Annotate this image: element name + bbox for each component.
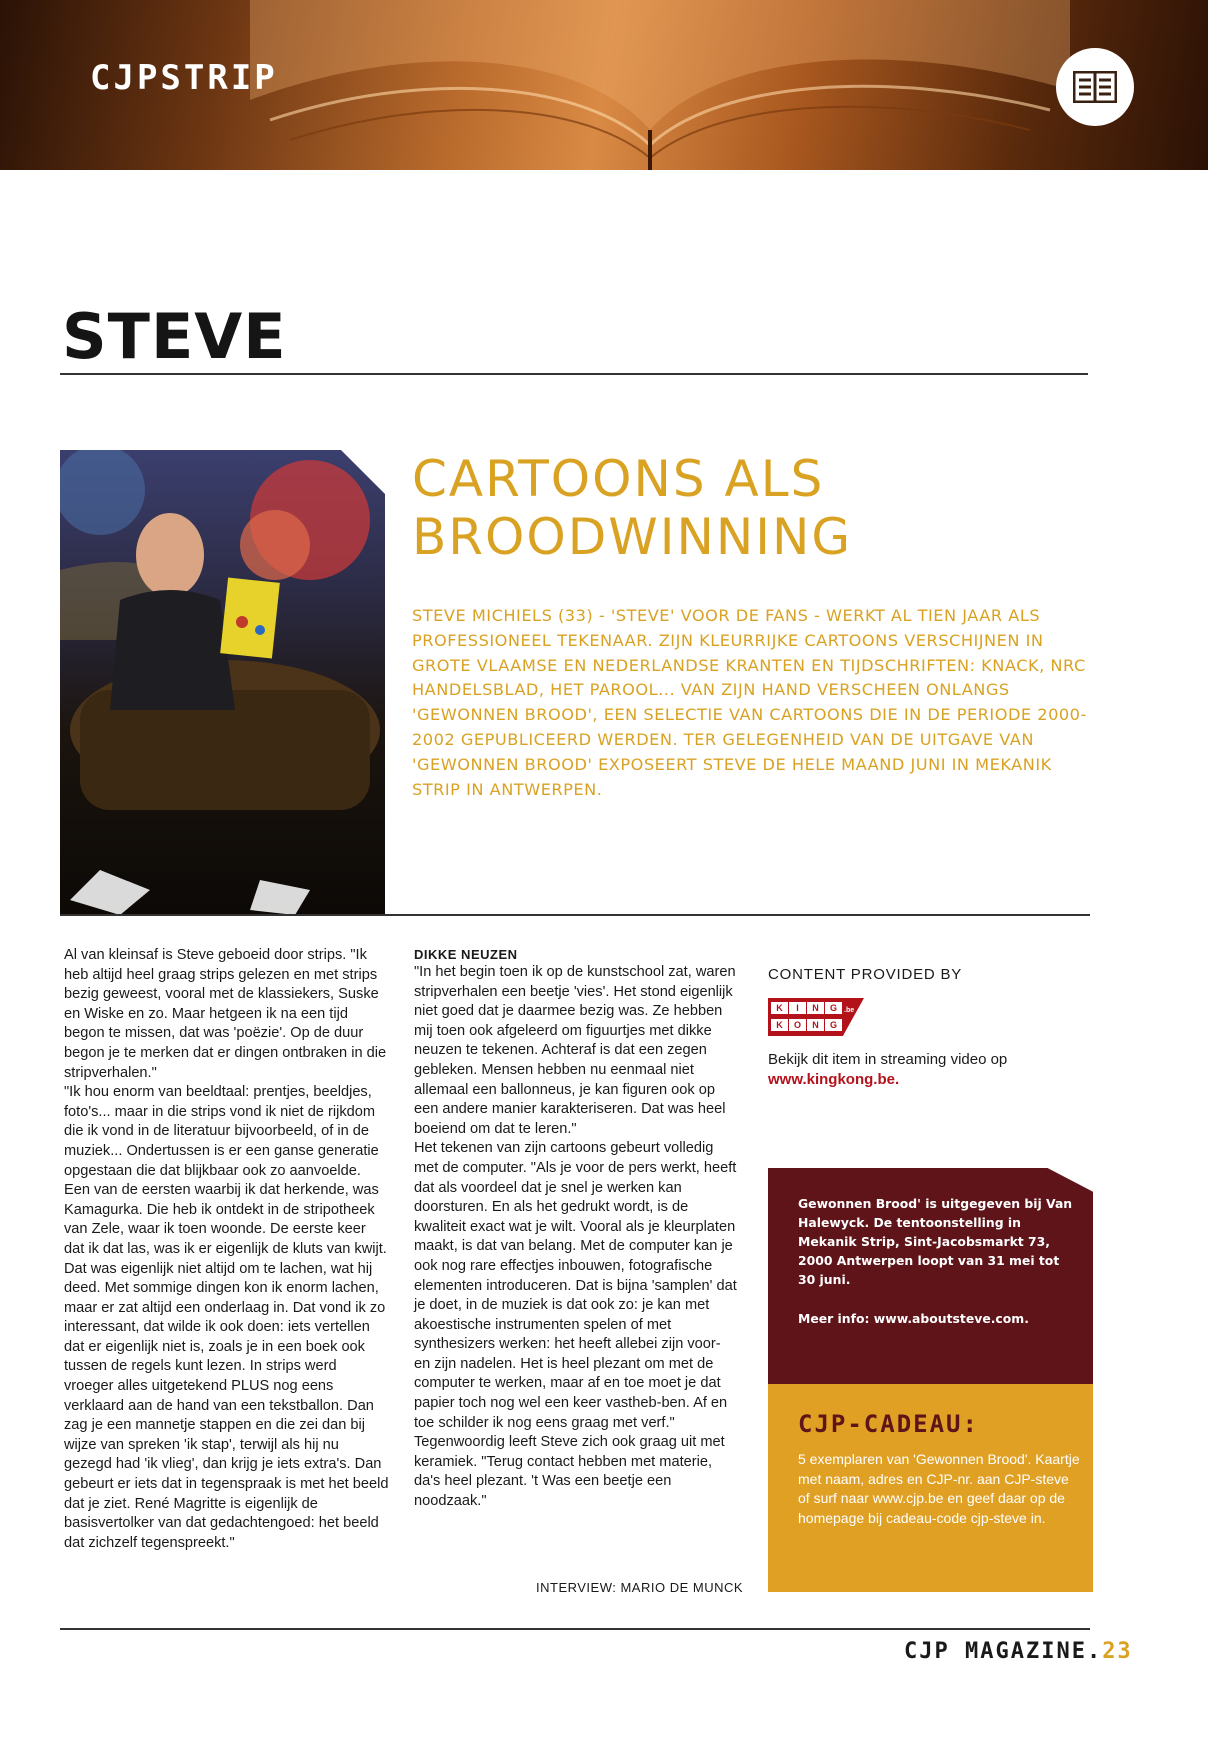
info-text [798, 1194, 1080, 1328]
cadeau-text: 5 exemplaren van 'Gewonnen Brood'. Kaartje met naam, adres en CJP-nr. aan CJP-steve of surf naar www.cjp.be en geef daar op de homepage bij cadeau-code cjp-steve in. [798, 1451, 1080, 1526]
info-paragraph: Gewonnen Brood' is uitgegeven bij Van Halewyck. De tentoonstelling in Mekanik Strip, Sint-Jacobsmarkt 73, 2000 Antwerpen loopt van 31 mei tot 30 juni. [798, 1196, 1073, 1287]
logo-letter: K [771, 1002, 788, 1014]
body-column-1 [64, 946, 389, 1553]
open-book-icon [1073, 71, 1117, 103]
footer-divider [60, 1628, 1090, 1630]
logo-letter: O [789, 1019, 806, 1031]
subheading: DIKKE NEUZEN [414, 947, 518, 962]
logo-letter: K [771, 1019, 788, 1031]
logo-letter: I [789, 1002, 806, 1014]
stream-text: Bekijk dit item in streaming video op [768, 1051, 1008, 1068]
kingkong-logo [768, 998, 864, 1036]
photo-corner-cut [340, 450, 385, 495]
article-name: STEVE [62, 300, 287, 373]
paragraph: "In het begin toen ik op de kunstschool zat, waren stripverhalen een beetje 'vies'. Het stond eigenlijk niet goed dat je daarmee bezig was. Ze hebben mij toen ook afgeleerd om figuurtjes met dikke neuzen te tekenen. Achteraf is dat een zegen gebleken. Mensen hebben nu eenmaal niet allemaal een ballonneus, je kan figuren ook op een andere manier karakteriseren. Dat was heel boeiend om dat te leren." [414, 964, 736, 1137]
section-label: CJPSTRIP [90, 58, 278, 98]
portrait-illustration [60, 450, 385, 915]
title-divider [60, 373, 1088, 375]
logo-letter: G [825, 1019, 842, 1031]
paragraph: "Ik hou enorm van beeldtaal: prentjes, beeldjes, foto's... maar in die strips vond ik niet de rijkdom die ik vond in de literatuur bijvoorbeeld, of in de muziek... Ondertussen is er een ganse generatie opgestaan die dat blijkbaar ook zo aanvoelde. Een van de eersten waarbij ik dat herkende, was Kamagurka. Die heb ik ontdekt in de stripotheek van Zele, waar ik toen woonde. De eerste keer dat ik dat las, was ik er eigenlijk de kluts van kwijt. Dat was eigenlijk niet altijd om te lachen, wat hij deed. Met sommige dingen kon ik enorm lachen, maar er zat altijd een onderlaag in. Dat vond ik zo interessant, dat wilde ik ook doen: iets vertellen dat er eigenlijk niet is, zoals je in een boek ook tussen de regels kunt lezen. In strips werd vroeger alles uitgetekend PLUS nog eens verklaard aan de hand van een tekstballon. Dan zag je een mannetje stappen en die zei dan bij wijze van spreken 'ik stap', terwijl als hij nu gezegd had 'ik vlieg', dan krijg je iets extra's. Dan gebeurt er iets dat in tegenspraak is met het beeld dat je ziet. René Magritte is eigenlijk de basisvertolker van dat gedachtengoed: het beeld dat zichzelf tegenspreekt." [64, 1084, 389, 1551]
portrait-photo [60, 450, 385, 915]
cadeau-title: CJP-CADEAU: [798, 1410, 979, 1438]
intro-divider [60, 914, 1090, 916]
page-footer [904, 1639, 1133, 1664]
interview-credit: INTERVIEW: MARIO DE MUNCK [536, 1580, 744, 1595]
logo-letter: N [807, 1019, 824, 1031]
logo-letter: G [825, 1002, 842, 1014]
stream-note [768, 1050, 1068, 1090]
logo-suffix: .be [844, 1007, 855, 1014]
paragraph: Al van kleinsaf is Steve geboeid door strips. "Ik heb altijd heel graag strips gelezen en met strips bezig geweest, vooral met de klassiekers, Suske en Wiske en zo. Maar hetgeen ik na een tijd begon te missen, dat was 'poëzie'. Op de duur begon je te merken dat er dingen ontbraken in die stripverhalen." [64, 947, 387, 1081]
magazine-name: CJP MAGAZINE. [904, 1639, 1103, 1664]
body-column-2 [414, 946, 739, 1512]
header-banner [0, 0, 1208, 170]
article-intro: STEVE MICHIELS (33) - 'STEVE' VOOR DE FANS - WERKT AL TIEN JAAR ALS PROFESSIONEEL TEKENAAR. ZIJN KLEURRIJKE CARTOONS VERSCHIJNEN IN GROTE VLAAMSE EN NEDERLANDSE KRANTEN EN TIJDSCHRIFTEN: KNACK, NRC HANDELSBLAD, HET PAROOL... VAN ZIJN HAND VERSCHEEN ONLANGS 'GEWONNEN BROOD', EEN SELECTIE VAN CARTOONS DIE IN DE PERIODE 2000-2002 GEPUBLICEERD WERDEN. TER GELEGENHEID VAN DE UITGAVE VAN 'GEWONNEN BROOD' EXPOSEERT STEVE DE HELE MAAND JUNI IN MEKANIK STRIP IN ANTWERPEN. [412, 606, 1087, 799]
section-badge [1056, 48, 1134, 126]
content-provided-label: CONTENT PROVIDED BY [768, 966, 963, 983]
article-headline: CARTOONS ALS BROODWINNING [412, 450, 853, 566]
page-number: 23 [1102, 1639, 1133, 1664]
stream-link[interactable]: www.kingkong.be. [768, 1071, 900, 1088]
paragraph: Het tekenen van zijn cartoons gebeurt volledig met de computer. "Als je voor de pers werkt, heeft dat als voordeel dat je snel je werken kan doorsturen. En als het gedrukt wordt, is de kwaliteit exact wat je wilt. Vooral als je kleurplaten maakt, is dat van belang. Met de computer kan je ook nog rare effectjes inbouwen, fotografische elementen introduceren. Dat is bijna 'samplen' dat je doet, in de muziek is dat ook zo: je kan met akoestische instrumenten spelen of met synthesizers werken: het heeft allebei zijn voor- en zijn nadelen. Het is heel plezant om met de computer te werken, maar af en toe moet je dat papier toch nog wel een keer vastheb-ben. Af en toe schilder ik nog eens graag met verf." Tegenwoordig leeft Steve zich ook graag uit met keramiek. "Terug contact hebben met materie, da's heel plezant. 't Was een beetje een noodzaak." [414, 1140, 737, 1510]
logo-letter: N [807, 1002, 824, 1014]
open-book-photo [250, 0, 1070, 170]
info-more: Meer info: www.aboutsteve.com. [798, 1311, 1029, 1326]
